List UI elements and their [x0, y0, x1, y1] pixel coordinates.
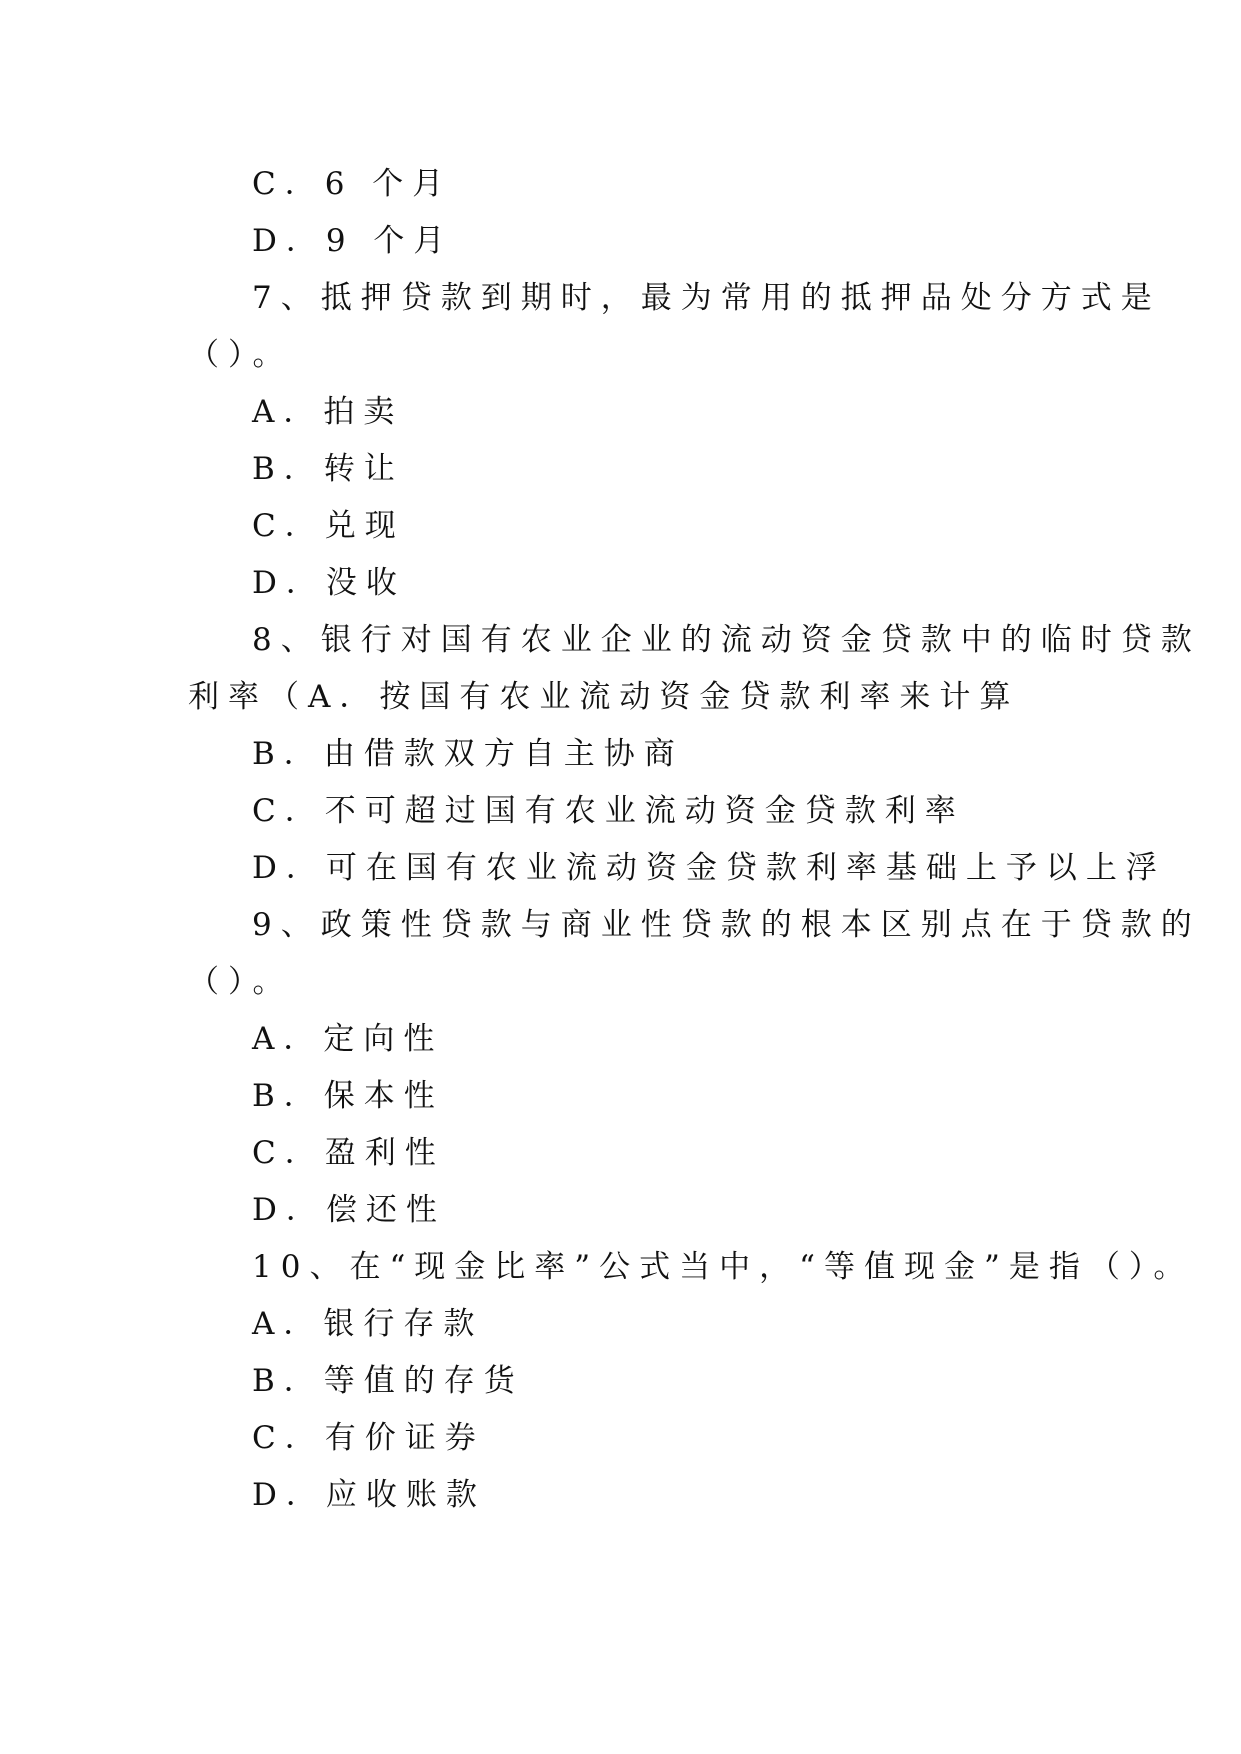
question-8-text: 8、银行对国有农业企业的流动资金贷款中的临时贷款: [252, 622, 1201, 658]
q9-option-a: A．定向性: [252, 1021, 444, 1057]
q10-option-c: C．有价证券: [252, 1420, 485, 1456]
q8-option-b: B．由借款双方自主协商: [252, 736, 684, 772]
q8-option-c: C．不可超过国有农业流动资金贷款利率: [252, 793, 965, 829]
q9-option-b: B．保本性: [252, 1078, 444, 1114]
q10-option-a: A．银行存款: [252, 1306, 484, 1342]
q7-option-c: C．兑现: [252, 508, 405, 544]
question-8-text-continued: 利率（A．按国有农业流动资金贷款利率来计算: [188, 679, 1020, 715]
question-7-text: 7、抵押贷款到期时，最为常用的抵押品处分方式是: [252, 280, 1161, 316]
q9-option-d: D．偿还性: [252, 1192, 446, 1228]
q7-option-b: B．转让: [252, 451, 404, 487]
question-9-text: 9、政策性贷款与商业性贷款的根本区别点在于贷款的: [252, 907, 1201, 943]
q8-option-d: D．可在国有农业流动资金贷款利率基础上予以上浮: [252, 850, 1166, 886]
question-7-text-continued: （）。: [188, 337, 293, 373]
q10-option-d: D．应收账款: [252, 1477, 486, 1513]
q6-option-c: C．6 个月: [252, 166, 453, 202]
question-10-text: 10、在“现金比率”公式当中，“等值现金”是指（）。: [252, 1249, 1194, 1285]
q9-option-c: C．盈利性: [252, 1135, 445, 1171]
q7-option-d: D．没收: [252, 565, 406, 601]
q10-option-b: B．等值的存货: [252, 1363, 524, 1399]
question-9-text-continued: （）。: [188, 964, 293, 1000]
q7-option-a: A．拍卖: [252, 394, 404, 430]
q6-option-d: D．9 个月: [252, 223, 454, 259]
